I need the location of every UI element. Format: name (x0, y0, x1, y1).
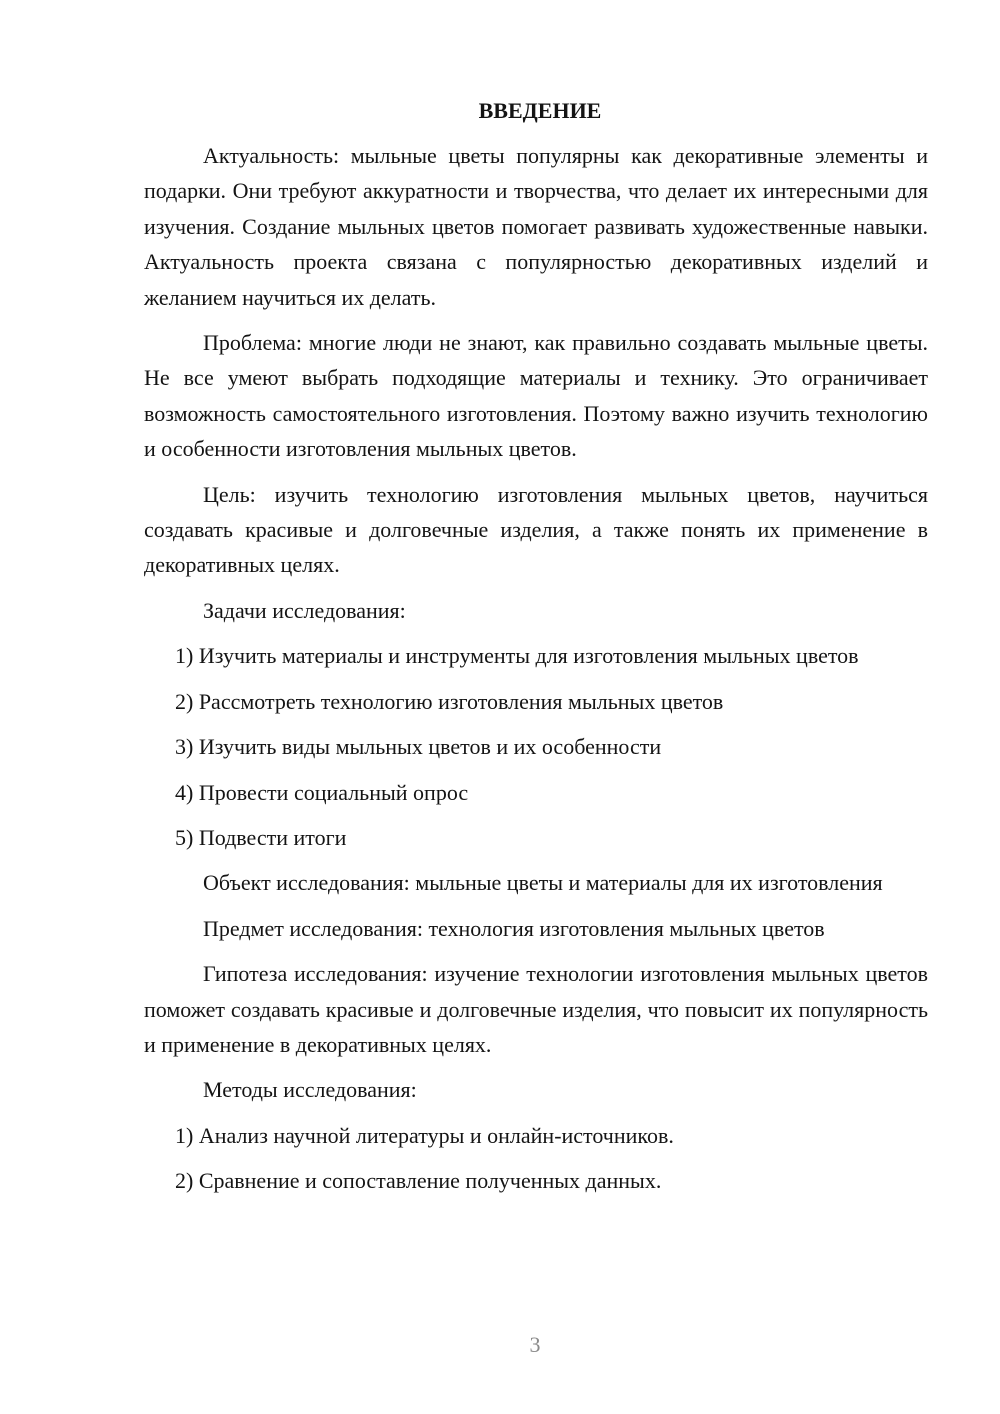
methods-heading: Методы исследования: (203, 1077, 417, 1103)
page-content (144, 96, 928, 1209)
method-item: 1) Анализ научной литературы и онлайн-источников. (175, 1122, 674, 1148)
task-item: 4) Провести социальный опрос (175, 779, 469, 805)
problem-paragraph: Проблема: многие люди не знают, как правильно создавать мыльные цветы. Не все умеют выбрать подходящие материалы и технику. Это ограничивает возможность самостоятельного изготовления. Поэтому важно изучить технологию и особенности изготовления мыльных цветов. (144, 330, 928, 462)
task-item: 1) Изучить материалы и инструменты для изготовления мыльных цветов (175, 643, 859, 669)
method-item: 2) Сравнение и сопоставление полученных данных. (175, 1168, 662, 1194)
task-item: 2) Рассмотреть технологию изготовления мыльных цветов (175, 688, 724, 714)
hypothesis-paragraph: Гипотеза исследования: изучение технологии изготовления мыльных цветов поможет создавать красивые и долговечные изделия, что повысит их популярность и применение в декоративных целях. (144, 961, 928, 1057)
section-title: ВВЕДЕНИЕ (478, 98, 602, 123)
tasks-heading: Задачи исследования: (203, 597, 406, 623)
goal-paragraph: Цель: изучить технологию изготовления мыльных цветов, научиться создавать красивые и долговечные изделия, а также понять их применение в декоративных целях. (144, 481, 928, 578)
task-item: 5) Подвести итоги (175, 824, 347, 850)
task-item: 3) Изучить виды мыльных цветов и их особенности (175, 734, 662, 760)
relevance-paragraph: Актуальность: мыльные цветы популярны как декоративные элементы и подарки. Они требуют аккуратности и творчества, что делает их интересными для изучения. Создание мыльных цветов помогает развивать художественные навыки. Актуальность проекта связана с популярностью декоративных изделий и желанием научиться их делать. (144, 143, 928, 310)
object-paragraph: Объект исследования: мыльные цветы и материалы для их изготовления (203, 870, 883, 896)
subject-paragraph: Предмет исследования: технология изготовления мыльных цветов (203, 915, 825, 941)
page-number: 3 (529, 1332, 541, 1357)
